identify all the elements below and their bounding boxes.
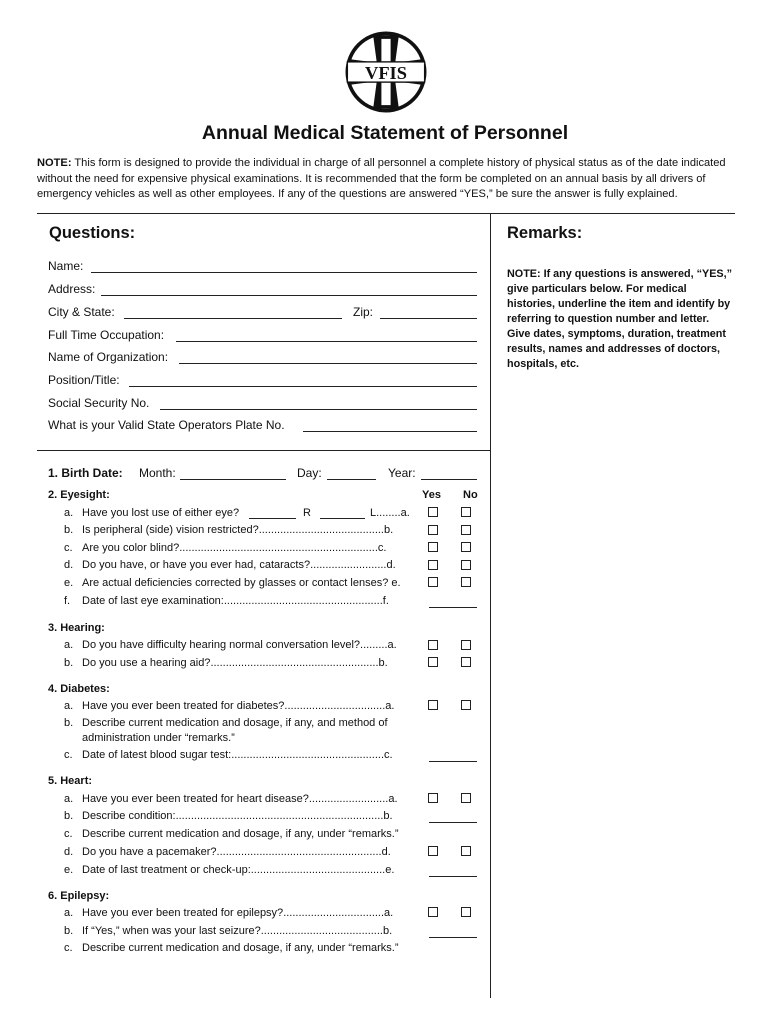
epilepsy-a-no-checkbox[interactable]	[461, 907, 471, 917]
birth-day-label: Day:	[297, 466, 322, 480]
epilepsy-c: c. Describe current medication and dosage, if any, under “remarks.”	[64, 942, 399, 954]
name-label: Name:	[48, 259, 84, 273]
plate-label: What is your Valid State Operators Plate No.	[48, 418, 285, 432]
address-field[interactable]	[101, 295, 477, 296]
eyesight-a-r-field[interactable]	[249, 518, 296, 519]
eyesight-a-l-label: L........a.	[370, 507, 410, 519]
heart-e: e. Date of last treatment or check-up:............................................e.	[64, 864, 395, 876]
eyesight-d: d. Do you have, or have you ever had, cataracts?.........................d.	[64, 559, 396, 571]
birth-year-label: Year:	[388, 466, 416, 480]
heart-d-no-checkbox[interactable]	[461, 846, 471, 856]
diabetes-title: 4. Diabetes:	[48, 683, 110, 695]
column-divider	[490, 213, 491, 998]
hearing-title: 3. Hearing:	[48, 622, 105, 634]
name-field[interactable]	[91, 272, 477, 273]
heart-a-yes-checkbox[interactable]	[428, 793, 438, 803]
intro-note-text: This form is designed to provide the individual in charge of all personnel a complete history of physical status as of the date indicated without the need for expensive physical examinations. It is recommended that the form be completed on an annual basis by all drivers of emergency vehicles as well as other employees. If any of the questions are answered “YES,” be sure the answer is fully explained.	[37, 157, 726, 200]
eyesight-e-yes-checkbox[interactable]	[428, 577, 438, 587]
organization-field[interactable]	[179, 363, 477, 364]
intro-note	[37, 156, 749, 203]
heart-c: c. Describe current medication and dosage, if any, under “remarks.”	[64, 828, 399, 840]
eyesight-title: 2. Eyesight:	[48, 489, 110, 501]
heart-b-answer[interactable]	[429, 822, 477, 823]
eyesight-a-yes-checkbox[interactable]	[428, 507, 438, 517]
eyesight-d-yes-checkbox[interactable]	[428, 560, 438, 570]
position-label: Position/Title:	[48, 373, 120, 387]
eyesight-f: f. Date of last eye examination:....................................................f.	[64, 595, 389, 607]
diabetes-c: c. Date of latest blood sugar test:..................................................c.	[64, 749, 393, 761]
eyesight-c: c. Are you color blind?.................................................................c.	[64, 542, 387, 554]
city-state-label: City & State:	[48, 305, 115, 319]
identity-divider	[37, 450, 490, 451]
occupation-label: Full Time Occupation:	[48, 328, 165, 342]
heart-title: 5. Heart:	[48, 775, 93, 787]
birth-month-label: Month:	[139, 466, 176, 480]
diabetes-a-no-checkbox[interactable]	[461, 700, 471, 710]
epilepsy-title: 6. Epilepsy:	[48, 890, 110, 902]
eyesight-a: a. Have you lost use of either eye?	[64, 507, 240, 519]
heart-e-answer[interactable]	[429, 876, 477, 877]
eyesight-c-yes-checkbox[interactable]	[428, 542, 438, 552]
ssn-field[interactable]	[160, 409, 477, 410]
city-state-field[interactable]	[124, 318, 342, 319]
heart-d: d. Do you have a pacemaker?......................................................d.	[64, 846, 391, 858]
organization-label: Name of Organization:	[48, 350, 169, 364]
hearing-a-yes-checkbox[interactable]	[428, 640, 438, 650]
page-title: Annual Medical Statement of Personnel	[201, 122, 569, 144]
occupation-field[interactable]	[176, 341, 477, 342]
diabetes-a-yes-checkbox[interactable]	[428, 700, 438, 710]
no-column-label: No	[463, 489, 478, 501]
diabetes-c-answer[interactable]	[429, 761, 477, 762]
intro-note-label: NOTE:	[37, 157, 72, 169]
birth-year-field[interactable]	[421, 479, 477, 480]
eyesight-a-r-label: R	[303, 507, 311, 519]
diabetes-b: b. Describe current medication and dosage, if any, and method of	[64, 717, 388, 729]
zip-label: Zip:	[353, 305, 374, 319]
epilepsy-a-yes-checkbox[interactable]	[428, 907, 438, 917]
hearing-a-no-checkbox[interactable]	[461, 640, 471, 650]
hearing-b-no-checkbox[interactable]	[461, 657, 471, 667]
eyesight-e: e. Are actual deficiencies corrected by glasses or contact lenses? e.	[64, 577, 401, 589]
eyesight-b: b. Is peripheral (side) vision restricted?.........................................b.	[64, 524, 394, 536]
epilepsy-b-answer[interactable]	[429, 937, 477, 938]
birth-date-label: 1. Birth Date:	[48, 466, 123, 480]
eyesight-d-no-checkbox[interactable]	[461, 560, 471, 570]
heart-a: a. Have you ever been treated for heart disease?..........................a.	[64, 793, 398, 805]
diabetes-a: a. Have you ever been treated for diabetes?.................................a.	[64, 700, 395, 712]
hearing-b-yes-checkbox[interactable]	[428, 657, 438, 667]
eyesight-c-no-checkbox[interactable]	[461, 542, 471, 552]
eyesight-b-no-checkbox[interactable]	[461, 525, 471, 535]
heart-a-no-checkbox[interactable]	[461, 793, 471, 803]
yes-column-label: Yes	[422, 489, 441, 501]
remarks-note: NOTE: If any questions is answered, “YES,” give particulars below. For medical histories, underline the item and identify by referring to question number and letter. Give dates, symptoms, duration, treatment results, names and addresses of doctors, hospitals, etc.	[507, 268, 732, 370]
ssn-label: Social Security No.	[48, 396, 150, 410]
epilepsy-a: a. Have you ever been treated for epilepsy?.................................a.	[64, 907, 394, 919]
eyesight-a-no-checkbox[interactable]	[461, 507, 471, 517]
heart-b: b. Describe condition:....................................................................b.	[64, 810, 393, 822]
section-divider	[37, 213, 735, 214]
vfis-logo	[340, 26, 432, 118]
eyesight-e-no-checkbox[interactable]	[461, 577, 471, 587]
heart-d-yes-checkbox[interactable]	[428, 846, 438, 856]
eyesight-b-yes-checkbox[interactable]	[428, 525, 438, 535]
zip-field[interactable]	[380, 318, 477, 319]
plate-field[interactable]	[303, 431, 477, 432]
eyesight-f-answer[interactable]	[429, 607, 477, 608]
diabetes-b-cont: administration under “remarks.”	[82, 732, 235, 744]
epilepsy-b: b. If “Yes,” when was your last seizure?........................................b.	[64, 925, 393, 937]
eyesight-a-l-field[interactable]	[320, 518, 365, 519]
questions-heading: Questions:	[49, 224, 136, 242]
hearing-a: a. Do you have difficulty hearing normal conversation level?.........a.	[64, 639, 397, 651]
birth-month-field[interactable]	[180, 479, 286, 480]
remarks-heading: Remarks:	[507, 224, 583, 242]
logo-text: VFIS	[365, 62, 407, 83]
birth-day-field[interactable]	[327, 479, 376, 480]
position-field[interactable]	[129, 386, 477, 387]
hearing-b: b. Do you use a hearing aid?.......................................................b.	[64, 657, 388, 669]
address-label: Address:	[48, 282, 96, 296]
